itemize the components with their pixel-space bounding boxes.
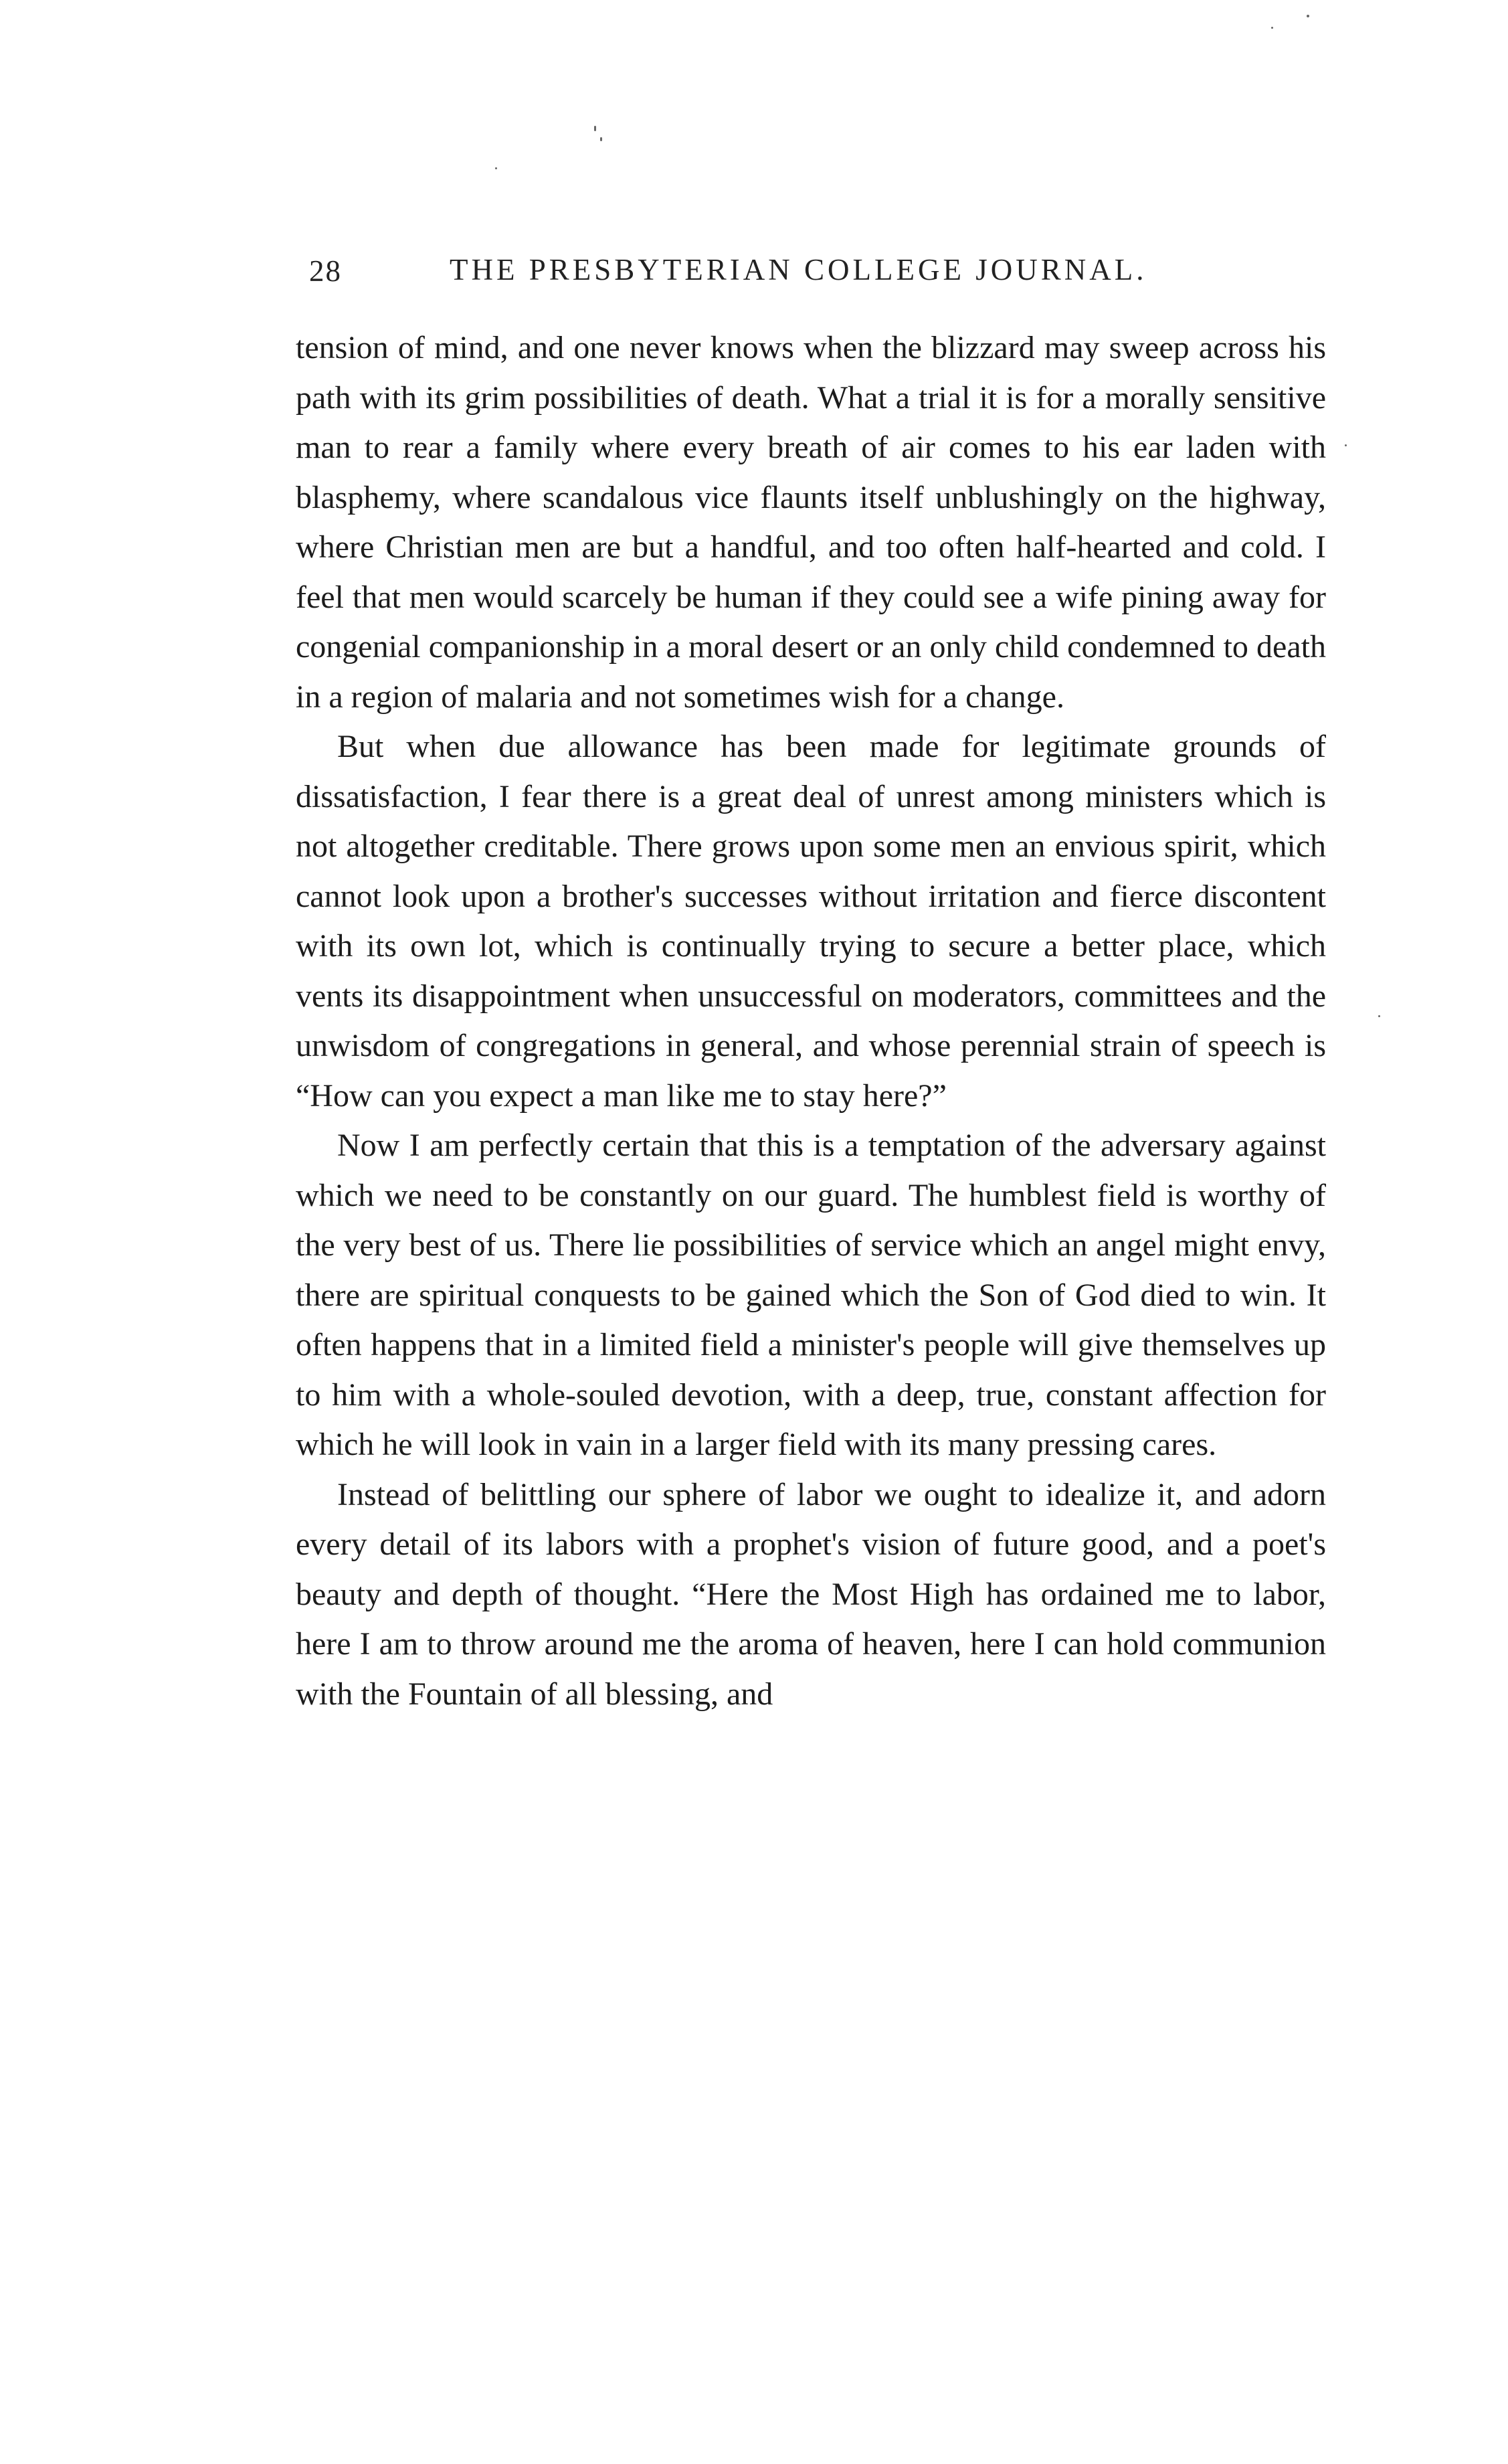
paragraph: Now I am perfectly certain that this is a temptation of the adversary against which we need to be constantly on our guard. The humblest field is worthy of the very best of us. There lie possibilities of service which an angel might envy, there are spiritual conquests to be gained which the Son of God died to win. It often happens that in a limited field a minister's people will give themselves up to him with a whole-souled devotion, with a deep, true, constant affection for which he will look in vain in a larger field with its many pressing cares. [296,1128,1326,1462]
scan-speck [1307,15,1309,17]
scan-speck [1378,1015,1380,1017]
running-title: THE PRESBYTERIAN COLLEGE JOURNAL. [450,253,1147,286]
scan-speck [1271,27,1273,29]
paragraph: Instead of belittling our sphere of labor we ought to idealize it, and adorn every detail of its labors with a prophet's vision of future good, and a poet's beauty and depth of thought. “Here the Most High has ordained me to labor, here I am to throw around me the aroma of heaven, here I can hold communion with the Fountain of all blessing, and [296,1476,1326,1712]
article-body [296,323,1326,1719]
scan-speck [1345,444,1347,446]
page-header [296,250,1326,298]
scan-speck [495,167,497,169]
paragraph: But when due allowance has been made for legitimate grounds of dissatisfaction, I fear there is a great deal of unrest among ministers which is not altogether creditable. There grows upon some men an envious spirit, which cannot look upon a brother's successes without irritation and fierce discontent with its own lot, which is continually trying to secure a better place, which vents its disappointment when unsuccessful on moderators, committees and the unwisdom of congregations in general, and whose perennial strain of speech is “How can you expect a man like me to stay here?” [296,729,1326,1114]
paragraph-continued: tension of mind, and one never knows when the blizzard may sweep across his path with its grim possibilities of death. What a trial it is for a morally sensitive man to rear a family where every breath of air comes to his ear laden with blasphemy, where scandalous vice flaunts itself unblushingly on the highway, where Christian men are but a handful, and too often half-hearted and cold. I feel that men would scarcely be human if they could see a wife pining away for congenial companionship in a moral desert or an only child condemned to death in a region of malaria and not sometimes wish for a change. [296,330,1326,715]
page-number: 28 [309,254,342,288]
scan-speck [594,126,596,131]
scan-speck [600,137,602,141]
